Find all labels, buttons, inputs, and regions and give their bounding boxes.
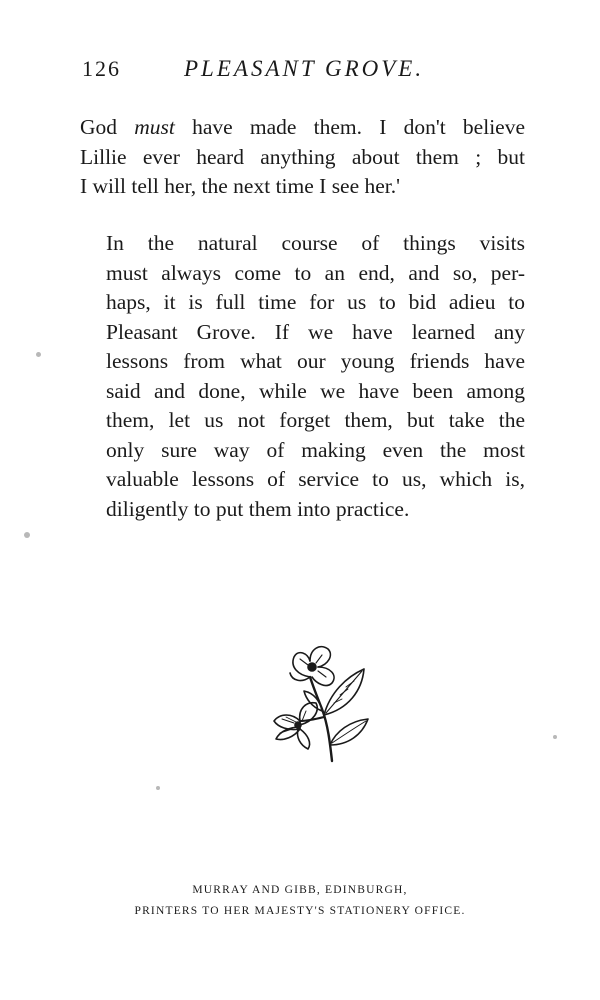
paragraph-line: I will tell her, the next time I see her.' [80,174,401,198]
paragraph-line [80,113,525,143]
paragraph-line: them, let us not forget them, but take the [106,408,525,432]
paper-speck [24,532,30,538]
page-header [82,52,522,86]
emphasis-word: must [134,115,175,139]
flower-ornament-icon [264,633,374,768]
paragraph-line: In the natural course of things visits [106,231,525,255]
closing-paragraph [80,229,525,524]
paragraph-continued [80,113,525,202]
paragraph-line: said and done, while we have been among [106,378,525,403]
running-title: PLEASANT GROVE. [184,56,425,81]
paragraph-line: valuable lessons of service to us, which is, [106,467,525,491]
paragraph-line: Pleasant Grove. If we have learned any [106,319,525,344]
printer-imprint-line: MURRAY AND GIBB, EDINBURGH, [192,884,408,896]
paper-speck [156,786,160,790]
printer-imprint-line: PRINTERS TO HER MAJESTY'S STATIONERY OFFICE. [134,905,466,917]
page-number: 126 [82,56,121,81]
paragraph-line: Lillie ever heard anything about them ; but [80,144,525,169]
paragraph-line: only sure way of making even the most [106,437,525,462]
paper-speck [553,735,557,739]
paper-speck [36,352,41,357]
paragraph-line: lessons from what our young friends have [106,349,525,373]
text-run: have made them. I don't believe [174,115,526,139]
paragraph-line: diligently to put them into practice. [106,496,410,521]
text-run: God [80,115,135,139]
paragraph-line: haps, it is full time for us to bid adieu to [106,290,525,314]
paragraph-line: must always come to an end, and so, per- [106,260,525,285]
